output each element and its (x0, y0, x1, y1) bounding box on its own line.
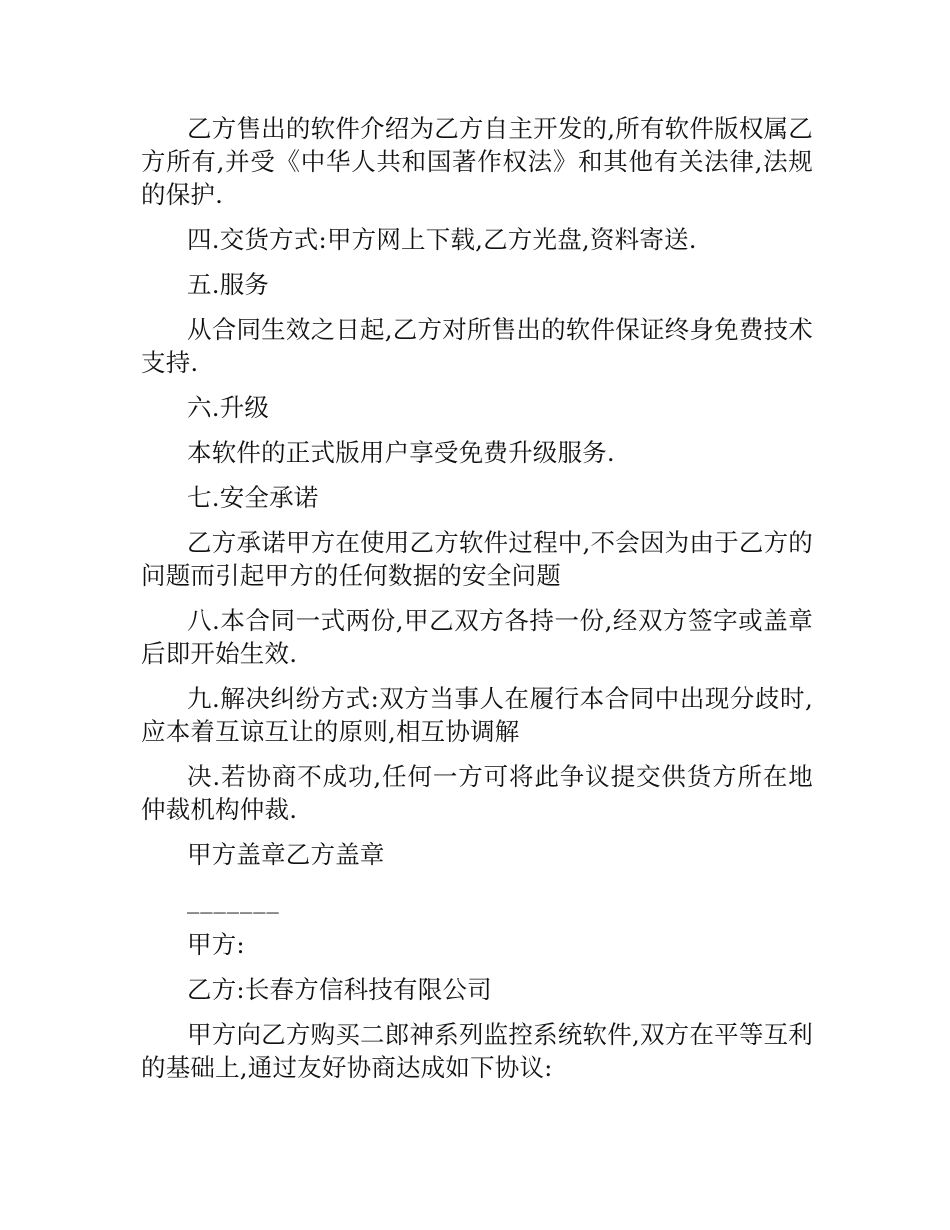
paragraph-arbitration: 决.若协商不成功,任何一方可将此争议提交供货方所在地仲裁机构仲裁. (141, 762, 813, 824)
paragraph-seals: 甲方盖章乙方盖章 (187, 840, 385, 869)
paragraph-security: 乙方承诺甲方在使用乙方软件过程中,不会因为由于乙方的问题而引起甲方的任何数据的安全问题 (141, 528, 813, 590)
heading-security: 七.安全承诺 (187, 483, 319, 512)
heading-upgrade: 六.升级 (187, 393, 270, 422)
paragraph-upgrade: 本软件的正式版用户享受免费升级服务. (187, 438, 615, 467)
signature-line: _______ (187, 885, 280, 914)
paragraph-delivery-method: 四.交货方式:甲方网上下载,乙方光盘,资料寄送. (187, 225, 697, 254)
heading-service: 五.服务 (187, 270, 270, 299)
party-a-label: 甲方: (187, 930, 245, 959)
paragraph-agreement: 甲方向乙方购买二郎神系列监控系统软件,双方在平等互利的基础上,通过友好协商达成如下协议: (141, 1020, 813, 1082)
paragraph-copies: 八.本合同一式两份,甲乙双方各持一份,经双方签字或盖章后即开始生效. (141, 606, 813, 668)
party-b-label: 乙方:长春方信科技有限公司 (187, 975, 492, 1004)
paragraph-copyright: 乙方售出的软件介绍为乙方自主开发的,所有软件版权属乙方所有,并受《中华人共和国著作权法》和其他有关法律,法规的保护. (141, 114, 813, 209)
paragraph-service: 从合同生效之日起,乙方对所售出的软件保证终身免费技术支持. (141, 315, 813, 377)
paragraph-dispute: 九.解决纠纷方式:双方当事人在履行本合同中出现分歧时,应本着互谅互让的原则,相互协调解 (141, 684, 813, 746)
document-page (141, 112, 813, 1096)
